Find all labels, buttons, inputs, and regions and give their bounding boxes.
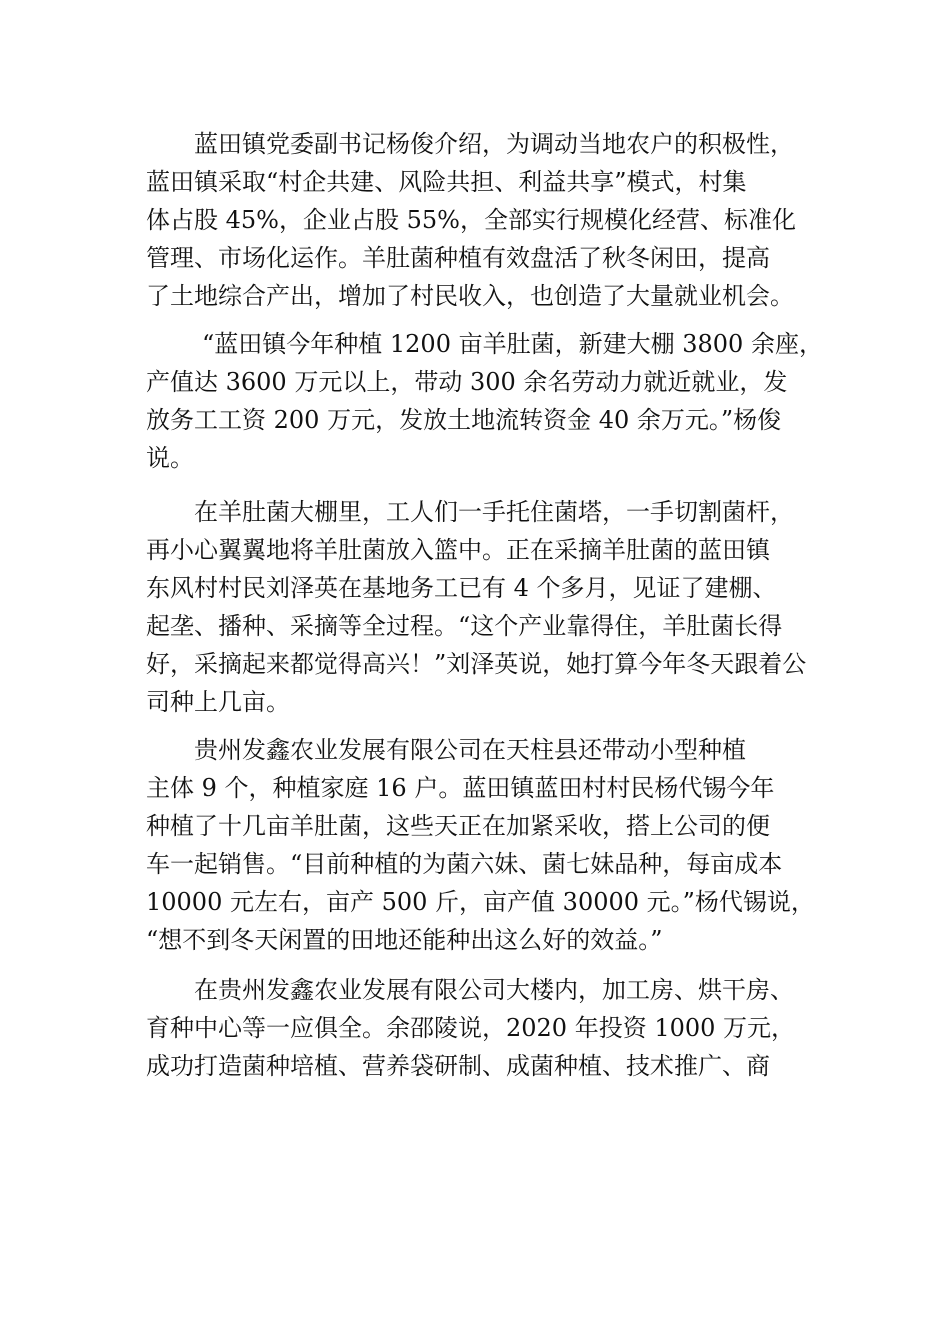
paragraph-line: 成功打造菌种培植、营养袋研制、成菌种植、技术推广、商	[146, 1052, 770, 1080]
paragraph-line: 司种上几亩。	[146, 688, 290, 716]
paragraph-line: 主体 9 个，种植家庭 16 户。蓝田镇蓝田村村民杨代锡今年	[146, 774, 775, 802]
paragraph-line: 在贵州发鑫农业发展有限公司大楼内，加工房、烘干房、	[194, 976, 794, 1004]
paragraph-line: 蓝田镇采取“村企共建、风险共担、利益共享”模式，村集	[146, 168, 747, 196]
paragraph-line: 东风村村民刘泽英在基地务工已有 4 个多月，见证了建棚、	[146, 574, 777, 602]
paragraph-line: 产值达 3600 万元以上，带动 300 余名劳动力就近就业，发	[146, 368, 788, 396]
paragraph-line: 体占股 45%，企业占股 55%，全部实行规模化经营、标准化	[146, 206, 796, 234]
paragraph-line: 好，采摘起来都觉得高兴！”刘泽英说，她打算今年冬天跟着公	[146, 650, 807, 678]
paragraph-line: 10000 元左右，亩产 500 斤，亩产值 30000 元。”杨代锡说，	[146, 888, 815, 916]
paragraph-line: “想不到冬天闲置的田地还能种出这么好的效益。”	[146, 926, 663, 954]
paragraph-line: 蓝田镇党委副书记杨俊介绍，为调动当地农户的积极性，	[194, 130, 794, 158]
paragraph-line: 放务工工资 200 万元，发放土地流转资金 40 余万元。”杨俊	[146, 406, 782, 434]
paragraph-line: 种植了十几亩羊肚菌，这些天正在加紧采收，搭上公司的便	[146, 812, 770, 840]
paragraph-line: 起垄、播种、采摘等全过程。“这个产业靠得住，羊肚菌长得	[146, 612, 783, 640]
paragraph-1	[146, 125, 810, 315]
paragraph-2	[146, 325, 823, 477]
paragraph-3	[146, 493, 810, 721]
paragraph-line: 管理、市场化运作。羊肚菌种植有效盘活了秋冬闲田，提高	[146, 244, 770, 272]
paragraph-line: 说。	[146, 444, 194, 472]
paragraph-line: 贵州发鑫农业发展有限公司在天柱县还带动小型种植	[194, 736, 746, 764]
paragraph-line: 在羊肚菌大棚里，工人们一手托住菌塔，一手切割菌杆，	[194, 498, 794, 526]
paragraph-line: 育种中心等一应俱全。余邵陵说，2020 年投资 1000 万元，	[146, 1014, 796, 1042]
paragraph-line: 再小心翼翼地将羊肚菌放入篮中。正在采摘羊肚菌的蓝田镇	[146, 536, 770, 564]
paragraph-line: 了土地综合产出，增加了村民收入，也创造了大量就业机会。	[146, 282, 794, 310]
paragraph-line: “蓝田镇今年种植 1200 亩羊肚菌，新建大棚 3800 余座，	[202, 330, 823, 358]
paragraph-4	[146, 731, 815, 959]
paragraph-line: 车一起销售。“目前种植的为菌六妹、菌七妹品种，每亩成本	[146, 850, 783, 878]
paragraph-5	[146, 971, 810, 1085]
